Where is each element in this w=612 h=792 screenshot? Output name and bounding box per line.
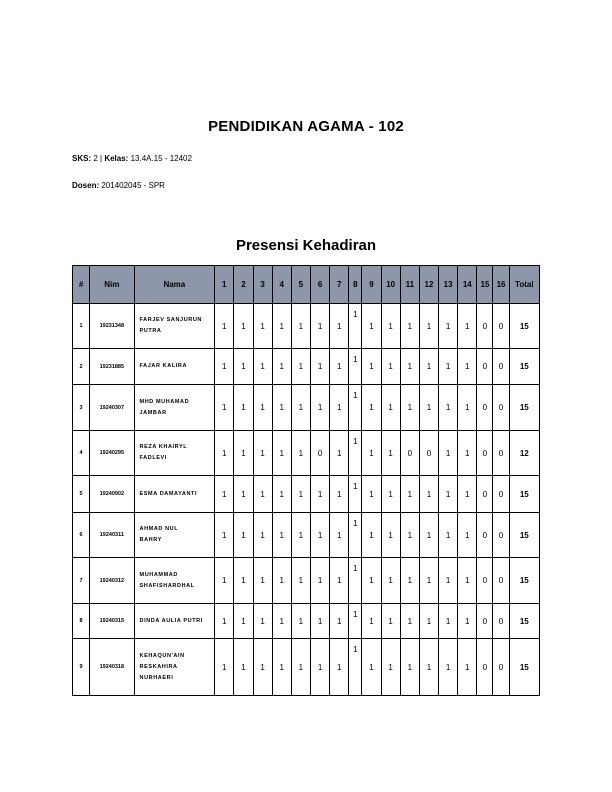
meeting-cell: 1: [381, 304, 400, 349]
meeting-cell: [349, 304, 362, 349]
meeting-cell: 1: [362, 431, 381, 476]
meeting-cell: 1: [458, 476, 477, 513]
nama-line: NURHAERI: [139, 674, 174, 681]
meeting-cell: 1: [362, 558, 381, 604]
nim-cell: 19240295: [90, 431, 134, 476]
nama-cell: [134, 639, 215, 696]
table-row: [73, 476, 540, 513]
meeting-cell: 1: [291, 349, 310, 385]
meeting-cell: 1: [215, 385, 234, 431]
meeting-cell: 1: [253, 431, 272, 476]
meeting-value: 1: [353, 645, 358, 654]
meeting-cell: [349, 639, 362, 696]
meeting-value: 1: [353, 310, 358, 319]
meeting-cell: 1: [310, 476, 329, 513]
meeting-cell: 0: [400, 431, 419, 476]
meeting-cell: 1: [234, 604, 253, 639]
nama-cell: [134, 304, 215, 349]
nama-line: RESKAHIRA: [139, 663, 178, 670]
row-number: 8: [73, 604, 90, 639]
meeting-cell: 1: [381, 385, 400, 431]
meeting-cell: 1: [291, 604, 310, 639]
meeting-cell: 1: [381, 513, 400, 558]
total-cell: 12: [509, 431, 539, 476]
meeting-cell: 1: [439, 304, 458, 349]
column-header: 1: [215, 266, 234, 304]
total-cell: 15: [509, 385, 539, 431]
table-row: [73, 558, 540, 604]
row-number: 1: [73, 304, 90, 349]
meeting-cell: 1: [458, 558, 477, 604]
meeting-cell: 0: [493, 349, 509, 385]
meeting-cell: 1: [419, 604, 438, 639]
row-number: 7: [73, 558, 90, 604]
meeting-cell: 1: [400, 558, 419, 604]
meeting-cell: 1: [458, 385, 477, 431]
column-header: 7: [330, 266, 349, 304]
column-header: 3: [253, 266, 272, 304]
column-header: Total: [509, 266, 539, 304]
meeting-cell: 1: [458, 639, 477, 696]
dosen-label: Dosen:: [72, 181, 100, 190]
meeting-cell: 1: [215, 558, 234, 604]
nama-line: FARJEV SANJURUN: [139, 317, 202, 323]
meeting-value: 1: [353, 391, 358, 400]
meeting-cell: 1: [458, 304, 477, 349]
nama-line: AHMAD NUL: [139, 526, 179, 532]
meeting-cell: 1: [439, 604, 458, 639]
table-header-row: [73, 266, 540, 304]
meeting-cell: [349, 513, 362, 558]
meeting-cell: 1: [272, 513, 291, 558]
meeting-cell: 1: [439, 385, 458, 431]
meeting-cell: 1: [400, 385, 419, 431]
meeting-cell: 0: [493, 558, 509, 604]
meeting-value: 1: [353, 437, 358, 446]
nama-cell: [134, 431, 215, 476]
meeting-cell: 1: [381, 558, 400, 604]
meeting-cell: 1: [330, 304, 349, 349]
nama-line: MHD MUHAMAD: [139, 398, 190, 405]
column-header: Nama: [134, 266, 215, 304]
nama-cell: [134, 476, 215, 513]
meeting-cell: 1: [362, 385, 381, 431]
nama-cell: [134, 558, 215, 604]
meeting-cell: 1: [234, 639, 253, 696]
column-header: 11: [400, 266, 419, 304]
meeting-cell: [349, 349, 362, 385]
meeting-cell: 1: [234, 304, 253, 349]
meeting-cell: [349, 558, 362, 604]
table-row: [73, 431, 540, 476]
meeting-cell: 1: [400, 513, 419, 558]
meeting-cell: 0: [477, 385, 493, 431]
meeting-cell: 1: [291, 513, 310, 558]
meeting-cell: 1: [234, 558, 253, 604]
meeting-cell: 1: [310, 513, 329, 558]
meeting-cell: 0: [477, 476, 493, 513]
meeting-value: 1: [353, 564, 358, 573]
meeting-cell: 0: [310, 431, 329, 476]
meeting-cell: 1: [330, 476, 349, 513]
meeting-cell: 1: [439, 349, 458, 385]
table-row: [73, 604, 540, 639]
meeting-cell: 1: [215, 304, 234, 349]
meeting-cell: 0: [493, 304, 509, 349]
section-title: Presensi Kehadiran: [235, 237, 377, 254]
total-cell: 15: [509, 349, 539, 385]
nama-line: FADLEVI: [139, 455, 167, 461]
sks-label: SKS:: [72, 154, 92, 163]
meeting-cell: 1: [291, 476, 310, 513]
row-number: 3: [73, 385, 90, 431]
meeting-cell: 1: [330, 639, 349, 696]
nama-line: SHAFISHARDHAL: [139, 582, 195, 589]
meeting-cell: 1: [234, 476, 253, 513]
meeting-cell: 1: [330, 349, 349, 385]
meeting-cell: 1: [439, 558, 458, 604]
meeting-cell: 1: [439, 513, 458, 558]
row-number: 4: [73, 431, 90, 476]
nim-cell: 19240311: [90, 513, 134, 558]
meeting-cell: 1: [272, 476, 291, 513]
meeting-cell: 1: [272, 304, 291, 349]
meeting-cell: 1: [381, 604, 400, 639]
meeting-cell: 1: [310, 604, 329, 639]
nama-line: KEHAQUN'AIN: [139, 652, 185, 659]
meeting-cell: 0: [493, 639, 509, 696]
total-cell: 15: [509, 639, 539, 696]
meeting-cell: 0: [493, 476, 509, 513]
column-header: 14: [458, 266, 477, 304]
column-header: 4: [272, 266, 291, 304]
meeting-cell: 1: [291, 304, 310, 349]
meeting-cell: [349, 385, 362, 431]
meeting-cell: 1: [419, 558, 438, 604]
column-header: 9: [362, 266, 381, 304]
meeting-cell: 1: [458, 513, 477, 558]
kelas-label: Kelas:: [104, 154, 129, 163]
table-row: [73, 513, 540, 558]
meeting-cell: 1: [291, 639, 310, 696]
meeting-cell: 1: [330, 604, 349, 639]
nama-line: BAHRY: [139, 537, 162, 543]
nim-cell: 19240318: [90, 639, 134, 696]
column-header: #: [73, 266, 90, 304]
meeting-value: 1: [353, 355, 358, 364]
table-row: [73, 349, 540, 385]
meeting-cell: 1: [419, 476, 438, 513]
meeting-cell: 0: [477, 604, 493, 639]
column-header: 6: [310, 266, 329, 304]
meeting-cell: 1: [215, 476, 234, 513]
meeting-cell: 0: [477, 431, 493, 476]
meeting-cell: 1: [439, 431, 458, 476]
meeting-cell: 1: [330, 558, 349, 604]
row-number: 6: [73, 513, 90, 558]
meeting-cell: 1: [439, 476, 458, 513]
meeting-cell: 1: [215, 639, 234, 696]
meeting-cell: 0: [477, 513, 493, 558]
meeting-cell: 0: [493, 385, 509, 431]
meeting-cell: 1: [291, 558, 310, 604]
meeting-cell: 1: [330, 513, 349, 558]
meeting-cell: 1: [253, 639, 272, 696]
nim-cell: 19231885: [90, 349, 134, 385]
meeting-cell: 1: [234, 513, 253, 558]
column-header: 10: [381, 266, 400, 304]
meeting-cell: 1: [272, 604, 291, 639]
column-header: Nim: [90, 266, 134, 304]
meeting-cell: 1: [458, 604, 477, 639]
column-header: 15: [477, 266, 493, 304]
meeting-cell: 1: [310, 558, 329, 604]
nim-cell: 19240312: [90, 558, 134, 604]
meeting-cell: 1: [234, 431, 253, 476]
row-number: 9: [73, 639, 90, 696]
meeting-cell: 1: [310, 639, 329, 696]
column-header: 13: [439, 266, 458, 304]
meeting-cell: 1: [381, 476, 400, 513]
meeting-cell: 1: [362, 304, 381, 349]
meeting-cell: 0: [477, 558, 493, 604]
meeting-cell: 1: [419, 639, 438, 696]
total-cell: 15: [509, 513, 539, 558]
sks-value: 2 |: [91, 154, 105, 163]
meeting-cell: 1: [234, 349, 253, 385]
meeting-cell: 1: [439, 639, 458, 696]
nama-line: PUTRA: [139, 328, 162, 334]
total-cell: 15: [509, 304, 539, 349]
meeting-cell: 1: [253, 304, 272, 349]
nama-line: JAMBAR: [139, 409, 167, 416]
row-number: 2: [73, 349, 90, 385]
nim-cell: 19240902: [90, 476, 134, 513]
nama-cell: [134, 385, 215, 431]
meeting-cell: 0: [419, 431, 438, 476]
meeting-cell: [349, 431, 362, 476]
table-row: [73, 304, 540, 349]
meeting-cell: 1: [253, 349, 272, 385]
meeting-value: 1: [353, 610, 358, 619]
meeting-cell: 1: [400, 604, 419, 639]
meeting-cell: 1: [330, 431, 349, 476]
meeting-cell: 1: [215, 604, 234, 639]
meeting-cell: [349, 476, 362, 513]
meeting-cell: 1: [253, 385, 272, 431]
meeting-cell: 1: [419, 385, 438, 431]
meeting-cell: 1: [400, 476, 419, 513]
meeting-cell: 1: [291, 431, 310, 476]
column-header: 5: [291, 266, 310, 304]
meeting-cell: 1: [362, 513, 381, 558]
meeting-cell: 1: [458, 431, 477, 476]
meeting-cell: 1: [272, 558, 291, 604]
row-number: 5: [73, 476, 90, 513]
nim-cell: 19240315: [90, 604, 134, 639]
column-header: 8: [349, 266, 362, 304]
column-header: 12: [419, 266, 438, 304]
meeting-cell: 0: [493, 431, 509, 476]
meeting-cell: 1: [253, 476, 272, 513]
meeting-cell: 1: [272, 385, 291, 431]
nama-line: MUHAMMAD: [139, 571, 178, 578]
attendance-table: [72, 265, 540, 696]
meeting-cell: 1: [381, 431, 400, 476]
table-row: [73, 639, 540, 696]
column-header: 16: [493, 266, 509, 304]
meeting-cell: 0: [493, 604, 509, 639]
meeting-cell: 0: [477, 639, 493, 696]
meeting-value: 1: [353, 519, 358, 528]
nama-line: REZA KHAIRYL: [139, 444, 188, 450]
meeting-cell: 1: [253, 513, 272, 558]
meeting-cell: 1: [419, 349, 438, 385]
nama-cell: [134, 513, 215, 558]
meeting-cell: 1: [272, 639, 291, 696]
nim-cell: 19231348: [90, 304, 134, 349]
nama-cell: [134, 349, 215, 385]
total-cell: 15: [509, 476, 539, 513]
table-row: [73, 385, 540, 431]
meeting-cell: 1: [272, 349, 291, 385]
meeting-cell: 1: [330, 385, 349, 431]
nama-line: FAJAR KALIRA: [139, 363, 188, 369]
meeting-cell: 1: [253, 604, 272, 639]
meeting-cell: 1: [234, 385, 253, 431]
nama-line: DINDA AULIA PUTRI: [139, 617, 203, 624]
meeting-cell: 1: [419, 304, 438, 349]
kelas-value: 13.4A.15 - 12402: [128, 154, 192, 163]
meeting-cell: 1: [419, 513, 438, 558]
page-title: PENDIDIKAN AGAMA - 102: [208, 118, 404, 135]
total-cell: 15: [509, 558, 539, 604]
meeting-cell: 1: [291, 385, 310, 431]
meeting-cell: 1: [362, 604, 381, 639]
nama-line: ESMA DAMAYANTI: [139, 490, 198, 497]
meeting-cell: 0: [477, 304, 493, 349]
meeting-value: 1: [353, 482, 358, 491]
meeting-cell: 1: [458, 349, 477, 385]
meeting-cell: 1: [215, 349, 234, 385]
meeting-cell: 0: [477, 349, 493, 385]
nim-cell: 19240307: [90, 385, 134, 431]
meeting-cell: [349, 604, 362, 639]
dosen-line: [72, 181, 165, 190]
meeting-cell: 1: [362, 349, 381, 385]
meeting-cell: 1: [400, 304, 419, 349]
meeting-cell: 1: [272, 431, 291, 476]
meeting-cell: 1: [215, 431, 234, 476]
nama-cell: [134, 604, 215, 639]
meeting-cell: 1: [253, 558, 272, 604]
meeting-cell: 1: [400, 349, 419, 385]
meeting-cell: 1: [362, 476, 381, 513]
meeting-cell: 1: [400, 639, 419, 696]
meeting-cell: 1: [310, 304, 329, 349]
total-cell: 15: [509, 604, 539, 639]
meeting-cell: 1: [381, 349, 400, 385]
dosen-value: 201402045 - SPR: [99, 181, 165, 190]
meeting-cell: 0: [493, 513, 509, 558]
meeting-cell: 1: [215, 513, 234, 558]
meeting-cell: 1: [381, 639, 400, 696]
meeting-cell: 1: [310, 385, 329, 431]
column-header: 2: [234, 266, 253, 304]
meeting-cell: 1: [310, 349, 329, 385]
sks-kelas-line: [72, 154, 192, 163]
meeting-cell: 1: [362, 639, 381, 696]
